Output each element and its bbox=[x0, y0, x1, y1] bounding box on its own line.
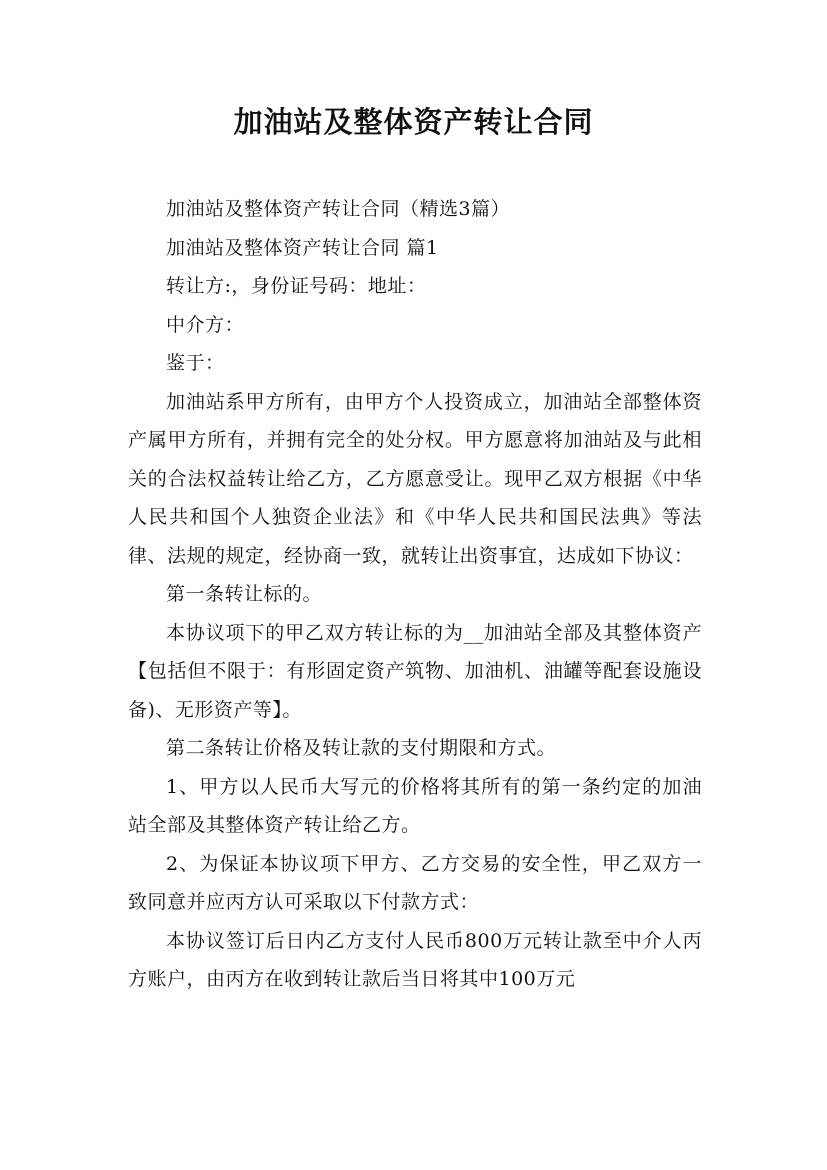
paragraph-subtitle: 加油站及整体资产转让合同（精选3篇） bbox=[166, 198, 511, 220]
paragraph-article-2-heading: 第二条转让价格及转让款的支付期限和方式。 bbox=[166, 737, 557, 759]
paragraph-transferor: 转让方:，身份证号码：地址： bbox=[166, 275, 427, 297]
paragraph-whereas: 鉴于： bbox=[166, 352, 225, 374]
paragraph-article-2-item-1: 1、甲方以人民币大写元的价格将其所有的第一条约定的加油站全部及其整体资产转让给乙方。 bbox=[128, 775, 702, 836]
document-body bbox=[128, 190, 702, 999]
paragraph-payment-terms: 本协议签订后日内乙方支付人民币800万元转让款至中介人丙方账户，由丙方在收到转让款后当日将其中100万元 bbox=[128, 929, 702, 990]
paragraph-section-heading: 加油站及整体资产转让合同 篇1 bbox=[166, 236, 439, 259]
paragraph-intermediary: 中介方： bbox=[166, 313, 245, 336]
paragraph-article-2-item-2: 2、为保证本协议项下甲方、乙方交易的安全性，甲乙双方一致同意并应丙方认可采取以下付款方式： bbox=[128, 852, 702, 913]
paragraph-article-1-heading: 第一条转让标的。 bbox=[166, 583, 323, 605]
paragraph-article-1-body: 本协议项下的甲乙双方转让标的为__加油站全部及其整体资产【包括但不限于：有形固定资产筑物、加油机、油罐等配套设施设备)、无形资产等】。 bbox=[128, 621, 702, 721]
document-title: 加油站及整体资产转让合同 bbox=[233, 105, 594, 139]
paragraph-background: 加油站系甲方所有，由甲方个人投资成立，加油站全部整体资产属甲方所有，并拥有完全的处分权。甲方愿意将加油站及与此相关的合法权益转让给乙方，乙方愿意受让。现甲乙双方根据《中华人民共和国个人独资企业法》和《中华人民共和国民法典》等法律、法规的规定，经协商一致，就转让出资事宜，达成如下协议： bbox=[128, 390, 702, 567]
